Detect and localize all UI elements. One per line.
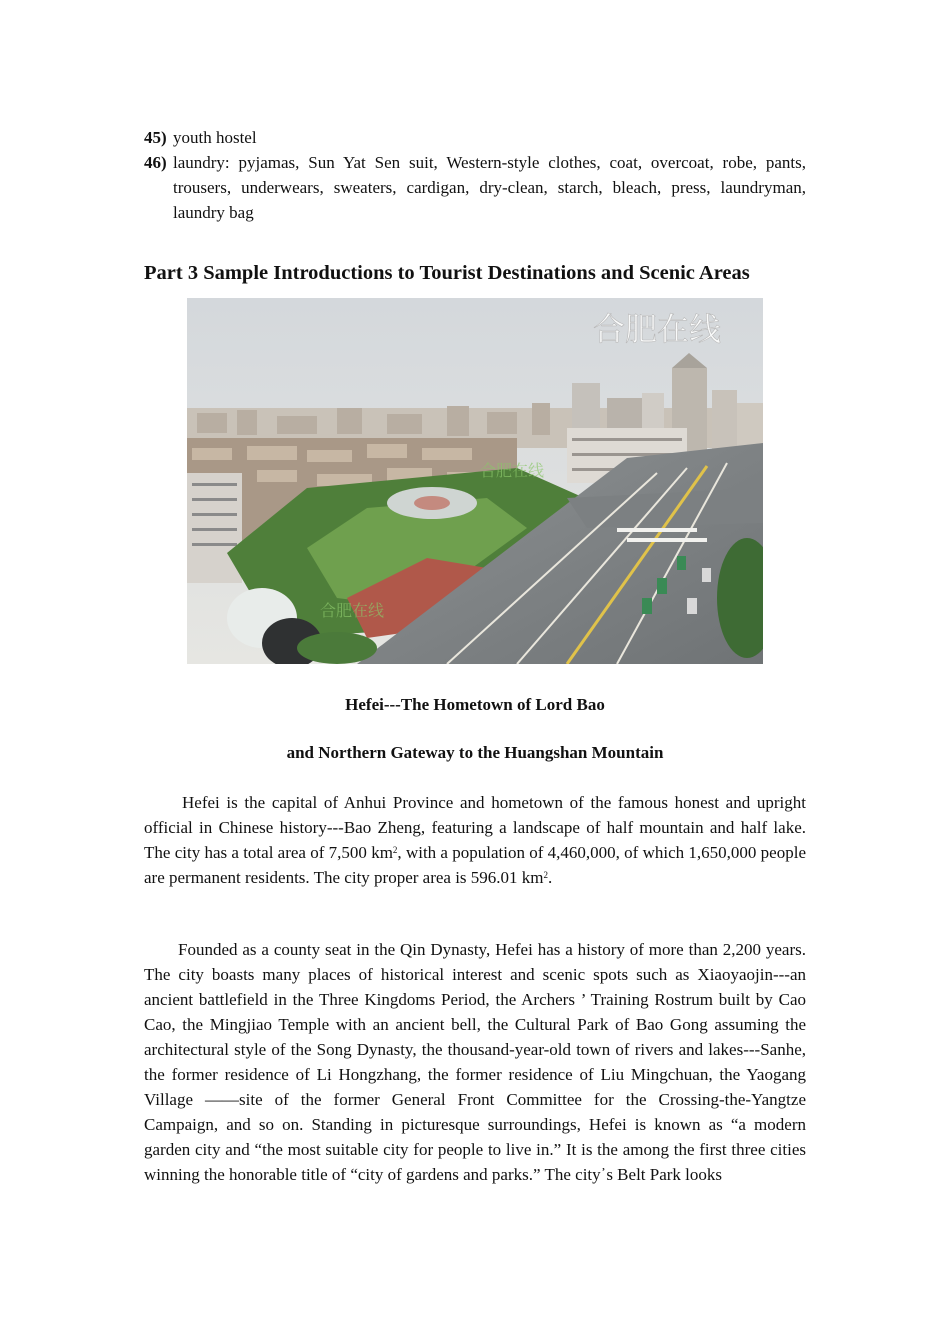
section-heading: Part 3 Sample Introductions to Tourist Destinations and Scenic Areas bbox=[144, 262, 750, 284]
watermark-center: 合肥在线 bbox=[479, 461, 545, 480]
paragraph-2: Founded as a county seat in the Qin Dynasty, Hefei has a history of more than 2,200 years. The city boasts many places of historical interest and scenic spots such as Xiaoyaojin---an ancient battlefield in the Three Kingdoms Period, the Archers ’ Training Rostrum built by Cao Cao, the Mingjiao Temple with an ancient bell, the Cultural Park of Bao Gong assuming the architectural style of the Song Dynasty, the thousand-year-old town of rivers and lakes---Sanhe, the former residence of Li Hongzhang, the former residence of Liu Mingchuan, the Yaogang Village ——site of the former General Front Committee for the Crossing-the-Yangtze Campaign, and so on. Standing in picturesque surroundings, Hefei is known as “a modern garden city and “the most suitable city for people to live in.” It is the among the first three cities winning the honorable title of “city of gardens and parks.” The city᾿s Belt Park looks bbox=[144, 940, 806, 1184]
watermark-top: 合肥在线 bbox=[592, 310, 722, 348]
article-title-line1: Hefei---The Hometown of Lord Bao bbox=[345, 695, 605, 714]
city-aerial-photo bbox=[187, 298, 763, 664]
list-number: 46) bbox=[144, 153, 167, 172]
list-text: youth hostel bbox=[173, 128, 257, 147]
list-number: 45) bbox=[144, 128, 167, 147]
list-text: laundry: pyjamas, Sun Yat Sen suit, Western-style clothes, coat, overcoat, robe, pants, trousers, underwears, sweaters, cardigan, dry-clean, starch, bleach, press, laundryman, laundry bag bbox=[173, 153, 806, 222]
list-item bbox=[144, 125, 806, 150]
article-title-line2: and Northern Gateway to the Huangshan Mountain bbox=[286, 743, 664, 762]
paragraph-1: Hefei is the capital of Anhui Province and hometown of the famous honest and upright official in Chinese history---Bao Zheng, featuring a landscape of half mountain and half lake. The city has a total area of 7,500 $km^2$, with a population of 4,460,000, of which 1,650,000 people are permanent residents. The city proper area is 596.01 $km^2$. bbox=[144, 793, 806, 887]
watermark-bottom: 合肥在线 bbox=[319, 601, 385, 620]
list-item bbox=[144, 150, 806, 225]
